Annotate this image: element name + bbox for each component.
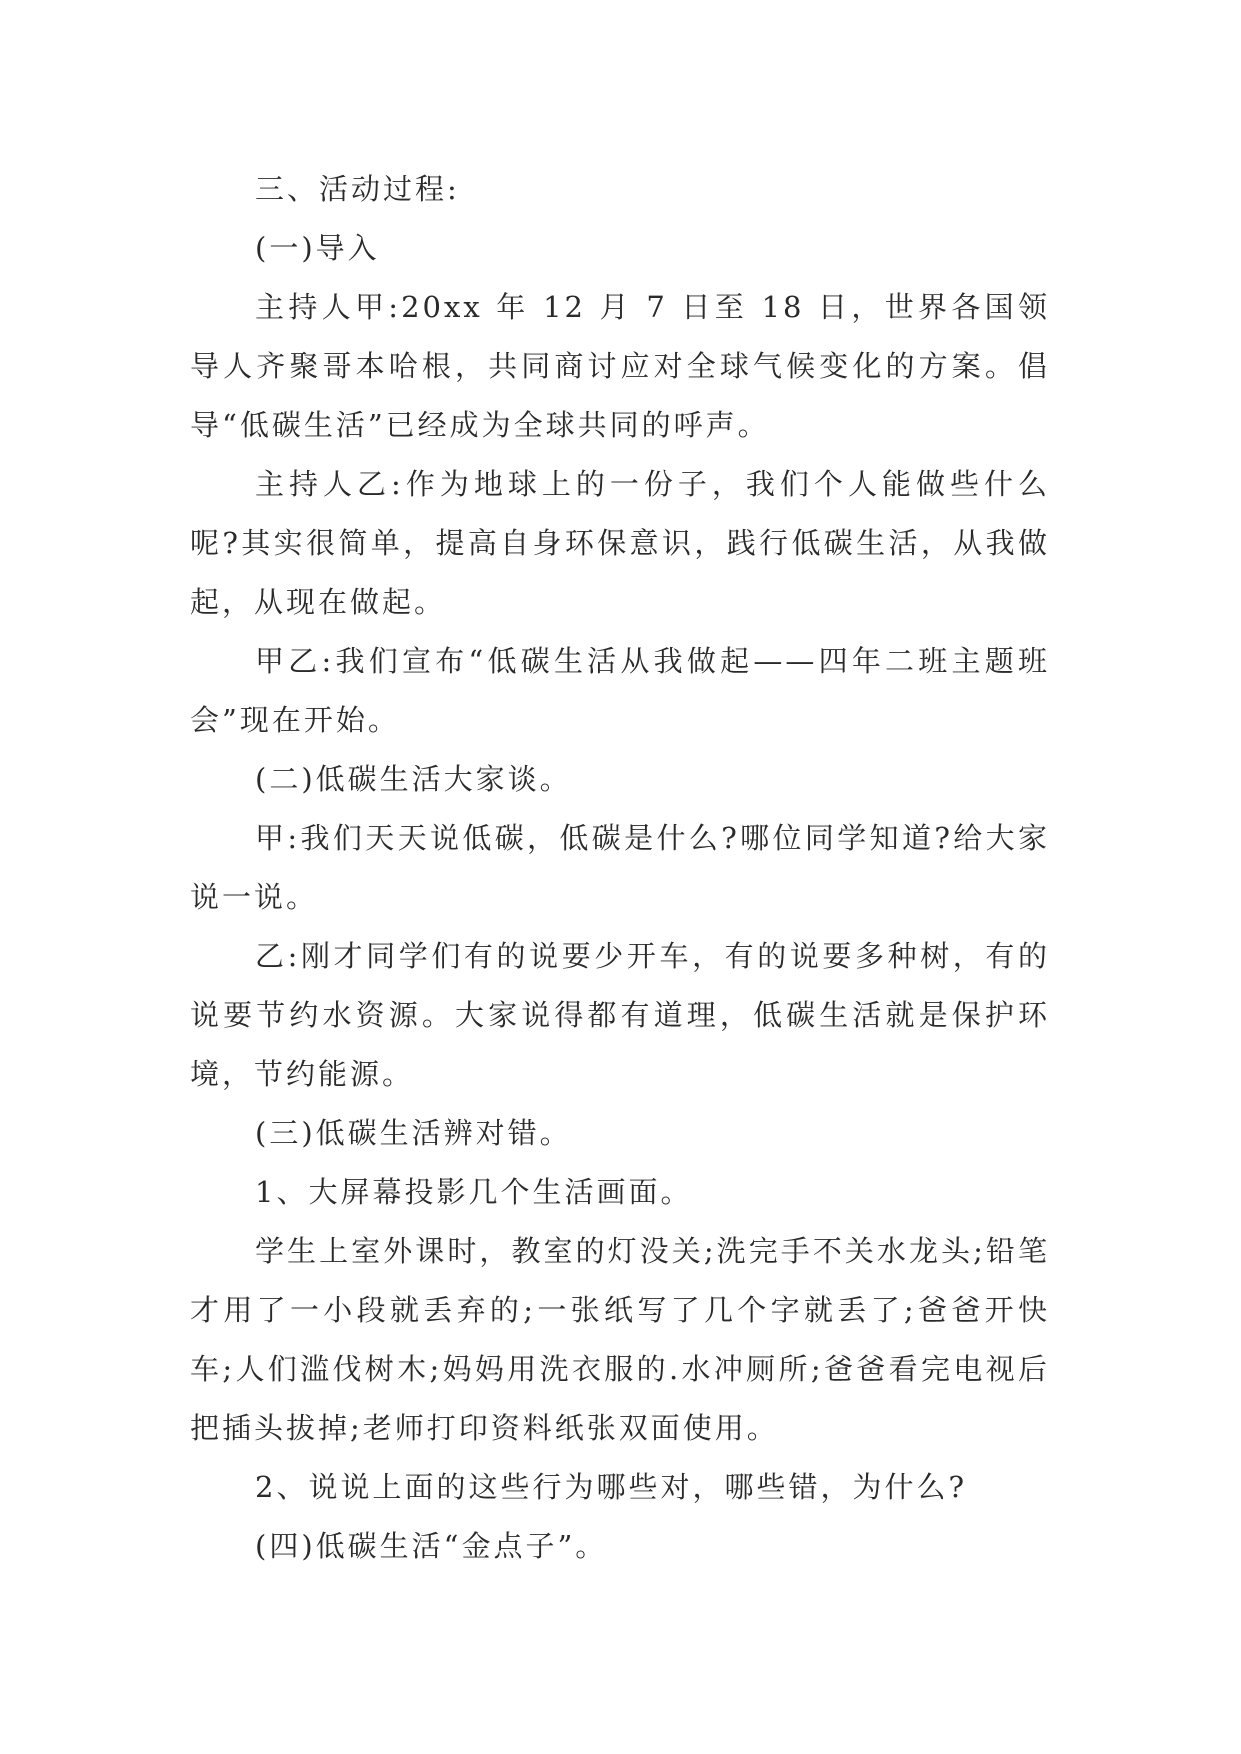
paragraph: 甲:我们天天说低碳，低碳是什么?哪位同学知道?给大家说一说。 [190,821,1050,914]
paragraph: 主持人乙:作为地球上的一份子，我们个人能做些什么呢?其实很简单，提高自身环保意识，践行低碳生活，从我做起，从现在做起。 [190,467,1050,619]
paragraph: 乙:刚才同学们有的说要少开车，有的说要多种树，有的说要节约水资源。大家说得都有道理，低碳生活就是保护环境，节约能源。 [190,939,1050,1091]
subsection-heading: (二)低碳生活大家谈。 [255,762,572,796]
list-item: 2、说说上面的这些行为哪些对，哪些错，为什么? [255,1470,967,1504]
paragraph: 学生上室外课时，教室的灯没关;洗完手不关水龙头;铅笔才用了一小段就丢弃的;一张纸写了几个字就丢了;爸爸开快车;人们滥伐树木;妈妈用洗衣服的.水冲厕所;爸爸看完电视后把插头拔掉;老师打印资料纸张双面使用。 [190,1234,1050,1445]
subsection-heading: (四)低碳生活“金点子”。 [255,1529,608,1563]
paragraph: 主持人甲:20xx 年 12 月 7 日至 18 日，世界各国领导人齐聚哥本哈根，共同商讨应对全球气候变化的方案。倡导“低碳生活”已经成为全球共同的呼声。 [190,290,1050,442]
document-body [190,160,1050,1576]
subsection-heading: (三)低碳生活辨对错。 [255,1116,572,1150]
list-item: 1、大屏幕投影几个生活画面。 [255,1175,693,1209]
section-heading: 三、活动过程: [255,172,460,206]
subsection-heading: (一)导入 [255,231,380,265]
paragraph: 甲乙:我们宣布“低碳生活从我做起——四年二班主题班会”现在开始。 [190,644,1050,737]
